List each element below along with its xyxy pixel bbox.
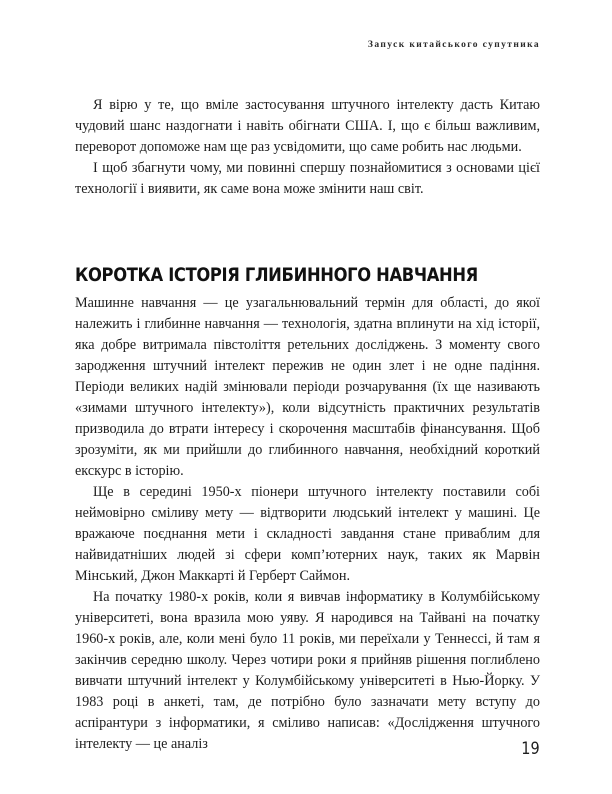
- page-number: 19: [521, 739, 540, 759]
- intro-text-block: [75, 95, 540, 200]
- section-heading: КОРОТКА ІСТОРІЯ ГЛИБИННОГО НАВЧАННЯ: [75, 264, 478, 286]
- section-paragraph: На початку 1980-х років, коли я вивчав інформатику в Колумбійському університеті, вона вразила мою уяву. Я народився на Тайвані на початку 1960-х років, але, коли мені було 11 років, ми переїхали у Теннессі, й там я закінчив середню школу. Через чотири роки я прийняв рішення поглиблено вивчати штучний інтелект у Колумбійському університеті в Нью-Йорку. У 1983 році в анкеті, там, де потрібно було зазначати мету вступу до аспірантури з інформатики, я сміливо написав: «Дослідження штучного інтелекту — це аналіз: [75, 589, 540, 752]
- section-paragraph: Ще в середині 1950-х піонери штучного інтелекту поставили собі неймовірно сміливу мету — відтворити людський інтелект у машині. Це вражаюче поєднання мети і складності завдання стане приваблим для найвидатніших людей зі сфери комп’ютерних наук, таких як Марвін Мінський, Джон Маккарті й Герберт Саймон.: [75, 484, 540, 584]
- intro-paragraph: І щоб збагнути чому, ми повинні спершу познайомитися з основами цієї технології і виявити, як саме вона може змінити наш світ.: [75, 160, 540, 197]
- section-paragraph: Машинне навчання — це узагальнювальний термін для області, до якої належить і глибинне навчання — технологія, здатна вплинути на хід історії, яка добре витримала півстоліття ретельних досліджень. З моменту свого зародження штучний інтелект пережив не один злет і не одне падіння. Періоди великих надій змінювали періоди розчарування (їх ще називають «зимами штучного інтелекту»), коли відсутність практичних результатів призводила до втрати інтересу і скорочення масштабів фінансування. Щоб зрозуміти, як ми прийшли до глибинного навчання, необхідний короткий екскурс в історію.: [75, 295, 540, 479]
- intro-paragraph: Я вірю у те, що вміле застосування штучного інтелекту дасть Китаю чудовий шанс наздогнати і навіть обігнати США. І, що є більш важливим, переворот допоможе нам ще раз усвідомити, що саме робить нас людьми.: [75, 97, 540, 155]
- running-header: Запуск китайського супутника: [367, 40, 540, 50]
- section-text-block: [75, 293, 540, 755]
